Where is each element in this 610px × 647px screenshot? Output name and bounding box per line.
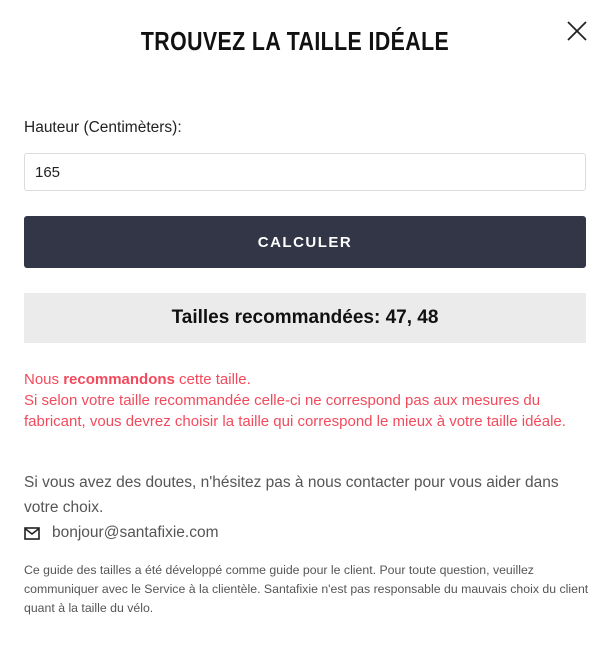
- calculate-button[interactable]: CALCULER: [24, 216, 586, 268]
- contact-help-text: Si vous avez des doutes, n'hésitez pas à nous contacter pour vous aider dans votre choix.: [24, 474, 559, 516]
- recommended-sizes-text: Tailles recommandées: 47, 48: [171, 307, 439, 328]
- close-button[interactable]: [566, 20, 588, 42]
- recommendation-line: [24, 369, 590, 390]
- height-label: Hauteur (Centimèters):: [24, 119, 182, 136]
- warning-emphasis: recommandons: [63, 371, 175, 388]
- envelope-icon: [24, 527, 40, 540]
- recommended-sizes-box: [24, 293, 586, 343]
- close-icon: [566, 20, 588, 42]
- warning-detail: Si selon votre taille recommandée celle-ci ne correspond pas aux mesures du fabricant, vous devrez choisir la taille qui correspond le mieux à votre taille idéale.: [24, 392, 566, 430]
- disclaimer-text: Ce guide des tailles a été développé comme guide pour le client. Pour toute question, veuillez communiquer avec le Service à la clientèle. Santafixie n'est pas responsable du mauvais choix du client quant à la taille du vélo.: [24, 563, 589, 615]
- modal-title: TROUVEZ LA TAILLE IDÉALE: [140, 26, 450, 56]
- warning-suffix: cette taille.: [174, 371, 251, 388]
- warning-prefix: Nous: [24, 371, 64, 388]
- recommendation-warning: [24, 369, 590, 432]
- contact-email-link[interactable]: bonjour@santafixie.com: [52, 524, 219, 541]
- height-input[interactable]: [24, 153, 586, 191]
- contact-email-row[interactable]: [24, 524, 219, 542]
